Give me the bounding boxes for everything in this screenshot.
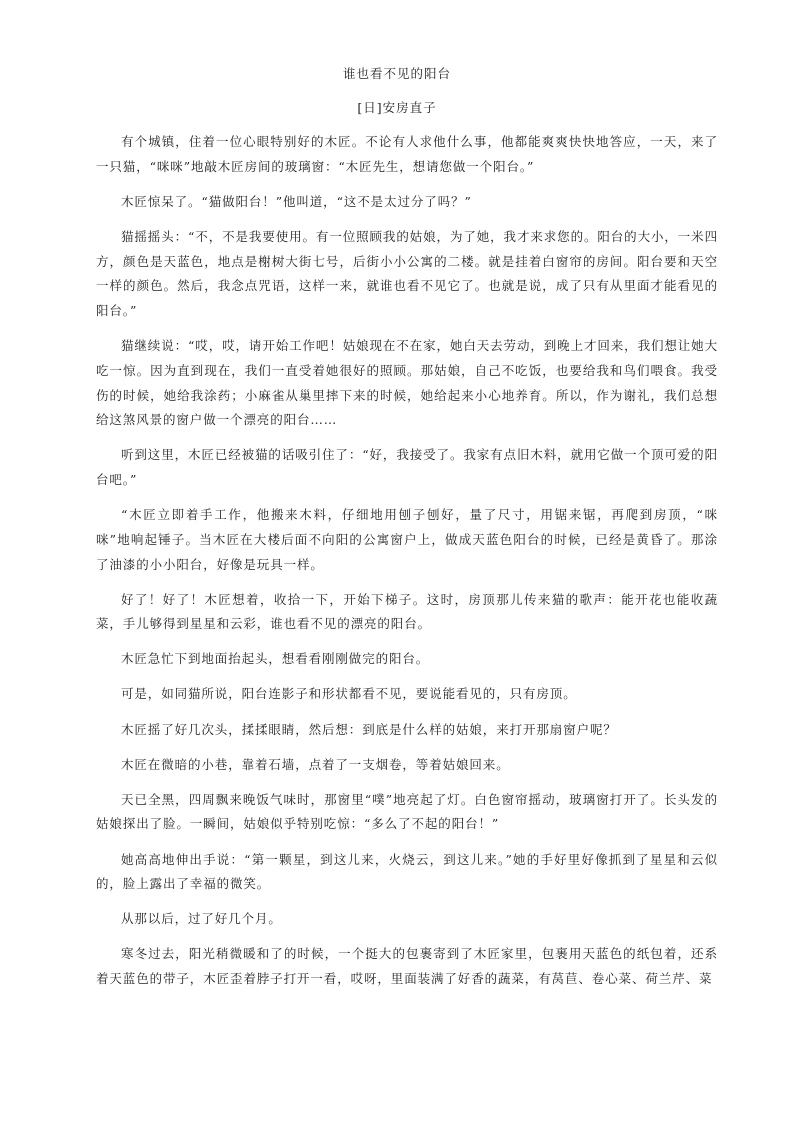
story-title: 谁也看不见的阳台 bbox=[342, 66, 451, 81]
paragraph: 猫继续说：“哎，哎，请开始工作吧！姑娘现在不在家，她白天去劳动，到晚上才回来，我们想让她大吃一惊。因为直到现在，我们一直受着她很好的照顾。那姑娘，自己不吃饭，也要给我和鸟们喂食。我受伤的时候，她给我涂药；小麻雀从巢里摔下来的时候，她给起来小心地养育。所以，作为谢礼，我们总想给这煞风景的窗户做一个漂亮的阳台…… bbox=[96, 338, 718, 428]
paragraph: 寒冬过去，阳光稍微暖和了的时候，一个挺大的包裹寄到了木匠家里，包裹用天蓝色的纸包着，还系着天蓝色的带子，木匠歪着脖子打开一看，哎呀，里面装满了好香的蔬菜，有莴苣、卷心菜、荷兰芹、菜 bbox=[96, 946, 718, 987]
paragraph: 有个城镇，住着一位心眼特别好的木匠。不论有人求他什么事，他都能爽爽快快地答应，一天，来了一只猫，“咪咪”地敲木匠房间的玻璃窗：“木匠先生，想请您做一个阳台。” bbox=[96, 134, 718, 174]
paragraph: 好了！好了！木匠想着，收拾一下，开始下梯子。这时，房顶那儿传来猫的歌声：能开花也能收蔬菜，手儿够得到星星和云彩，谁也看不见的漂亮的阳台。 bbox=[96, 591, 718, 632]
paragraph: 听到这里，木匠已经被猫的话吸引住了：“好，我接受了。我家有点旧木料，就用它做一个顶可爱的阳台吧。” bbox=[96, 447, 718, 487]
paragraph: 木匠急忙下到地面抬起头，想看看刚刚做完的阳台。 bbox=[121, 651, 430, 667]
paragraph: 猫摇摇头：“不，不是我要使用。有一位照顾我的姑娘，为了她，我才来求您的。阳台的大小，一米四方，颜色是天蓝色，地点是榭树大街七号，后街小小公寓的二楼。就是挂着白窗帘的房间。阳台要和天空一样的颜色。然后，我念点咒语，这样一来，就谁也看不见它了。也就是说，成了只有从里面才能看见的阳台。” bbox=[96, 228, 718, 318]
story-body bbox=[96, 130, 718, 1002]
paragraph: 她高高地伸出手说：“第一颗星，到这儿来，火烧云，到这儿来。”她的手好里好像抓到了星星和云似的，脸上露出了幸福的微笑。 bbox=[96, 851, 718, 892]
paragraph: 木匠惊呆了。“猫做阳台！”他叫道，“这不是太过分了吗？” bbox=[121, 193, 472, 209]
paragraph: 从那以后，过了好几个月。 bbox=[121, 911, 282, 927]
paragraph: 天已全黑，四周飘来晚饭气味时，那窗里“噗”地亮起了灯。白色窗帘摇动，玻璃窗打开了。长头发的姑娘探出了脸。一瞬间，姑娘似乎特别吃惊：“多么了不起的阳台！” bbox=[96, 791, 718, 832]
story-author: [日]安房直子 bbox=[357, 100, 437, 115]
paragraph: 木匠摇了好几次头，揉揉眼睛，然后想：到底是什么样的姑娘，来打开那扇窗户呢？ bbox=[121, 721, 617, 737]
paragraph: “木匠立即着手工作，他搬来木料，仔细地用刨子刨好，量了尺寸，用锯来锯，再爬到房顶，“咪咪”地响起锤子。当木匠在大楼后面不向阳的公寓窗户上，做成天蓝色阳台的时候，已经是黄昏了。那涂了油漆的小小阳台，好像是玩具一样。 bbox=[96, 507, 718, 572]
paragraph: 可是，如同猫所说，阳台连影子和形状都看不见，要说能看见的，只有房顶。 bbox=[121, 686, 577, 702]
paragraph: 木匠在微暗的小巷，靠着石墙，点着了一支烟卷，等着姑娘回来。 bbox=[121, 756, 510, 772]
